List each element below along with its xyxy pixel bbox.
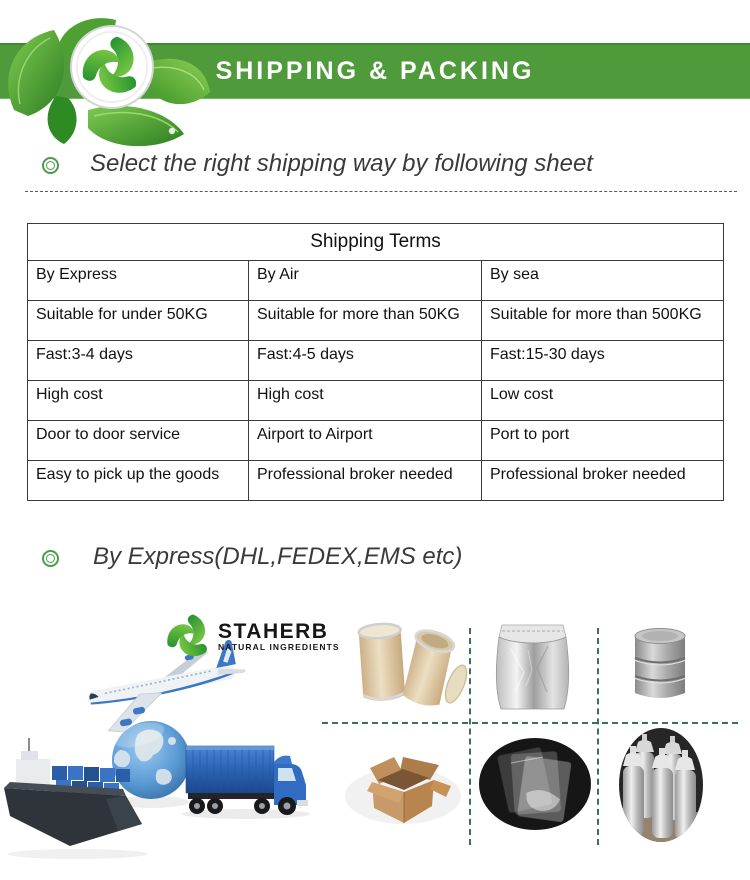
table-row [28, 421, 724, 461]
table-cell: Easy to pick up the goods [28, 461, 249, 501]
table-cell: Fast:3-4 days [28, 341, 249, 381]
table-cell: Professional broker needed [482, 461, 724, 501]
table-cell: Port to port [482, 421, 724, 461]
table-title-row [28, 224, 724, 261]
aluminum-bottles-image [618, 726, 704, 844]
plastic-bags-image [477, 735, 593, 833]
staherb-leaf-icon [166, 614, 212, 660]
table-cell: Low cost [482, 381, 724, 421]
grid-divider-vertical [597, 628, 599, 845]
table-cell: Airport to Airport [249, 421, 482, 461]
table-cell: By Air [249, 261, 482, 301]
foil-bag-image [490, 620, 575, 715]
table-cell: Door to door service [28, 421, 249, 461]
table-cell: Fast:15-30 days [482, 341, 724, 381]
grid-divider-horizontal [322, 722, 738, 724]
table-cell: High cost [249, 381, 482, 421]
section-heading-shipping-way: Select the right shipping way by following sheet [90, 150, 593, 177]
fiber-drums-image [348, 614, 470, 714]
table-title: Shipping Terms [28, 224, 724, 261]
ring-bullet-icon [42, 550, 59, 567]
table-cell: Professional broker needed [249, 461, 482, 501]
table-cell: By sea [482, 261, 724, 301]
table-cell: Suitable for more than 50KG [249, 301, 482, 341]
brand-name: STAHERB [218, 620, 329, 643]
table-row [28, 261, 724, 301]
steel-drum-image [632, 624, 688, 706]
ring-bullet-icon [42, 157, 59, 174]
page-title: SHIPPING & PACKING [215, 57, 535, 85]
table-cell: Suitable for more than 500KG [482, 301, 724, 341]
table-row [28, 381, 724, 421]
table-row [28, 341, 724, 381]
dotted-divider [25, 191, 737, 192]
staherb-logo [166, 614, 340, 660]
table-cell: By Express [28, 261, 249, 301]
table-cell: Fast:4-5 days [249, 341, 482, 381]
section-heading-by-express: By Express(DHL,FEDEX,EMS etc) [93, 543, 463, 570]
table-row [28, 461, 724, 501]
table-row [28, 301, 724, 341]
truck [182, 746, 310, 819]
carton-box-image [342, 740, 464, 828]
table-cell: High cost [28, 381, 249, 421]
brand-leaf-logo [0, 12, 215, 157]
shipping-terms-table [27, 223, 724, 501]
brand-tagline: NATURAL INGREDIENTS [218, 642, 340, 652]
table-cell: Suitable for under 50KG [28, 301, 249, 341]
